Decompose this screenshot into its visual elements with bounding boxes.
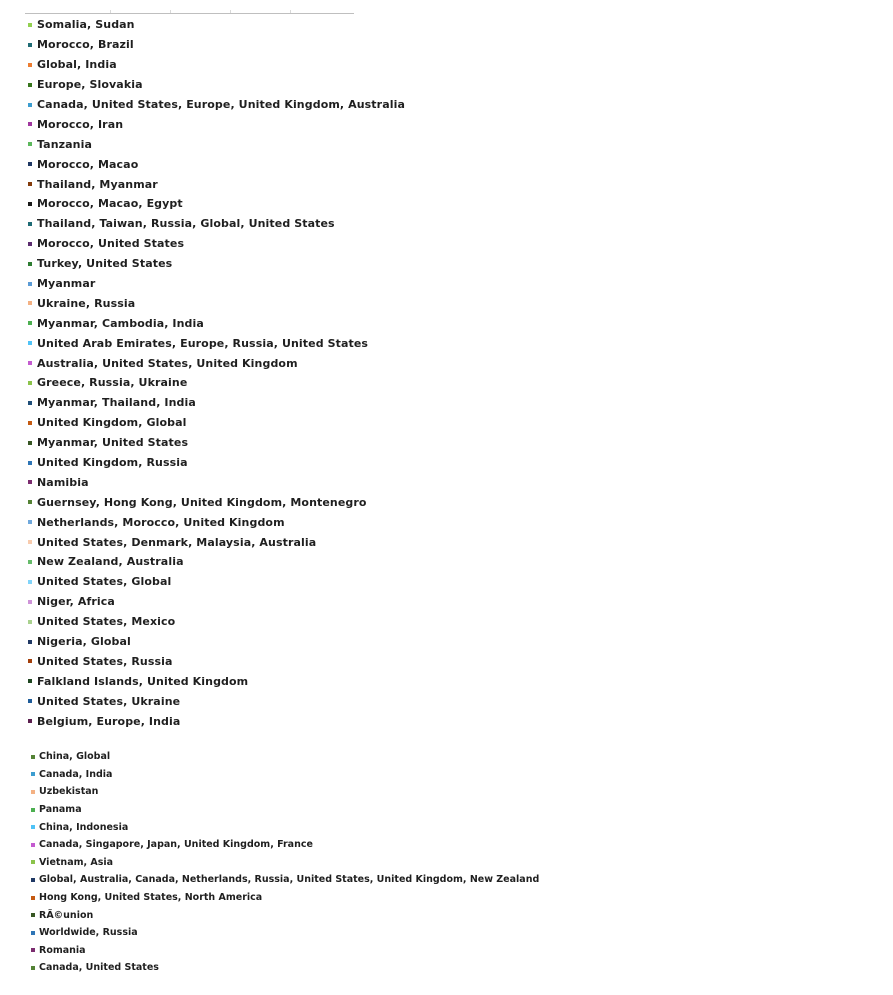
legend-label: Morocco, Iran [37,117,124,131]
legend-swatch [31,755,35,759]
legend-label: Morocco, Macao, Egypt [37,197,183,211]
legend-label: Belgium, Europe, India [37,714,181,728]
legend-item[interactable] [28,766,539,784]
legend-label: United States, Global [37,575,172,589]
legend-swatch [31,948,35,952]
legend-label: Myanmar, United States [37,436,189,450]
legend-swatch [31,790,35,794]
legend-swatch [28,441,32,445]
legend-item[interactable] [28,906,539,924]
legend-label: Panama [39,804,82,816]
legend-swatch [31,913,35,917]
legend-item[interactable] [28,612,405,632]
legend-label: RÃ©union [39,909,94,921]
legend-item[interactable] [28,748,539,766]
legend-item[interactable] [28,532,405,552]
legend-label: Ukraine, Russia [37,296,136,310]
legend-swatch [28,480,32,484]
legend-label: Thailand, Taiwan, Russia, Global, United States [37,217,335,231]
legend-item[interactable] [28,35,405,55]
legend-label: Niger, Africa [37,595,115,609]
legend-swatch [28,659,32,663]
legend-item[interactable] [28,154,405,174]
legend-item[interactable] [28,413,405,433]
legend-item[interactable] [28,472,405,492]
legend-item[interactable] [28,652,405,672]
x-axis-line [25,13,354,14]
legend-label: Netherlands, Morocco, United Kingdom [37,515,285,529]
axis-tick [110,10,111,13]
legend-label: Hong Kong, United States, North America [39,892,263,904]
legend-item[interactable] [28,889,539,907]
legend-swatch [28,500,32,504]
legend-item[interactable] [28,55,405,75]
legend-swatch [28,381,32,385]
legend-swatch [31,825,35,829]
legend-swatch [28,719,32,723]
legend-swatch [31,931,35,935]
legend-item[interactable] [28,453,405,473]
legend-label: United States, Ukraine [37,694,181,708]
legend-label: Somalia, Sudan [37,18,135,32]
legend-swatch [28,142,32,146]
legend-label: New Zealand, Australia [37,555,184,569]
legend-item[interactable] [28,592,405,612]
legend-item[interactable] [28,691,405,711]
legend-swatch [28,361,32,365]
legend-swatch [28,282,32,286]
legend-label: Australia, United States, United Kingdom [37,356,298,370]
legend-item[interactable] [28,959,539,977]
legend-label: United Kingdom, Russia [37,456,188,470]
legend-swatch [31,878,35,882]
legend-item[interactable] [28,254,405,274]
legend-item[interactable] [28,234,405,254]
legend-label: Romania [39,944,86,956]
legend-label: Turkey, United States [37,257,173,271]
legend-label: Morocco, Macao [37,157,139,171]
legend-swatch [31,966,35,970]
legend-item[interactable] [28,15,405,35]
legend-swatch [28,520,32,524]
chart-legend-upper [28,15,405,731]
legend-label: Worldwide, Russia [39,927,138,939]
legend-label: Canada, Singapore, Japan, United Kingdom, France [39,839,313,851]
legend-item[interactable] [28,871,539,889]
legend-label: Europe, Slovakia [37,78,143,92]
legend-item[interactable] [28,214,405,234]
legend-label: Thailand, Myanmar [37,177,158,191]
legend-item[interactable] [28,512,405,532]
legend-swatch [31,860,35,864]
legend-item[interactable] [28,942,539,960]
legend-label: Morocco, United States [37,237,185,251]
legend-swatch [28,242,32,246]
legend-label: United States, Mexico [37,615,176,629]
legend-swatch [28,162,32,166]
legend-swatch [28,401,32,405]
legend-label: Guernsey, Hong Kong, United Kingdom, Montenegro [37,495,367,509]
legend-label: Myanmar, Cambodia, India [37,316,204,330]
legend-swatch [28,262,32,266]
legend-swatch [28,23,32,27]
legend-swatch [28,421,32,425]
legend-label: Vietnam, Asia [39,856,114,868]
legend-swatch [28,63,32,67]
axis-tick [290,10,291,13]
legend-item[interactable] [28,393,405,413]
legend-label: United Arab Emirates, Europe, Russia, United States [37,336,369,350]
legend-label: Global, India [37,58,117,72]
legend-item[interactable] [28,783,539,801]
legend-label: Morocco, Brazil [37,38,134,52]
legend-item[interactable] [28,711,405,731]
legend-item[interactable] [28,114,405,134]
legend-swatch [31,896,35,900]
legend-swatch [28,122,32,126]
legend-swatch [28,461,32,465]
legend-item[interactable] [28,274,405,294]
legend-swatch [28,540,32,544]
legend-swatch [28,580,32,584]
legend-swatch [28,301,32,305]
legend-label: Uzbekistan [39,786,99,798]
legend-swatch [28,679,32,683]
legend-item[interactable] [28,801,539,819]
legend-swatch [31,843,35,847]
axis-tick [230,10,231,13]
legend-label: United States, Denmark, Malaysia, Australia [37,535,317,549]
legend-label: Nigeria, Global [37,635,131,649]
axis-tick [170,10,171,13]
legend-label: Canada, United States [39,962,159,974]
legend-item[interactable] [28,373,405,393]
chart-legend-lower [28,748,539,977]
legend-item[interactable] [28,333,405,353]
legend-item[interactable] [28,854,539,872]
legend-label: China, Indonesia [39,821,129,833]
legend-label: Canada, India [39,768,113,780]
legend-label: China, Global [39,751,111,763]
legend-swatch [28,640,32,644]
legend-item[interactable] [28,433,405,453]
legend-label: Namibia [37,475,89,489]
legend-swatch [28,321,32,325]
legend-item[interactable] [28,75,405,95]
legend-item[interactable] [28,353,405,373]
legend-swatch [28,341,32,345]
legend-swatch [28,202,32,206]
legend-swatch [28,560,32,564]
legend-label: Global, Australia, Canada, Netherlands, Russia, United States, United Kingdom, New Zealand [39,874,540,886]
legend-label: Tanzania [37,137,92,151]
legend-item[interactable] [28,194,405,214]
legend-item[interactable] [28,293,405,313]
legend-label: United States, Russia [37,654,173,668]
legend-label: Canada, United States, Europe, United Kingdom, Australia [37,98,405,111]
legend-swatch [28,699,32,703]
legend-swatch [28,182,32,186]
legend-swatch [28,222,32,226]
legend-swatch [28,103,32,107]
legend-item[interactable] [28,552,405,572]
legend-item[interactable] [28,632,405,652]
legend-item[interactable] [28,836,539,854]
legend-label: Greece, Russia, Ukraine [37,376,188,390]
legend-item[interactable] [28,174,405,194]
legend-label: United Kingdom, Global [37,416,187,430]
legend-item[interactable] [28,492,405,512]
legend-swatch [31,772,35,776]
legend-item[interactable] [28,95,405,115]
legend-swatch [28,43,32,47]
legend-item[interactable] [28,313,405,333]
legend-label: Myanmar, Thailand, India [37,396,196,410]
legend-item[interactable] [28,818,539,836]
legend-swatch [28,83,32,87]
legend-item[interactable] [28,671,405,691]
legend-swatch [28,600,32,604]
legend-swatch [31,808,35,812]
legend-label: Falkland Islands, United Kingdom [37,674,249,688]
legend-item[interactable] [28,572,405,592]
legend-item[interactable] [28,134,405,154]
legend-item[interactable] [28,924,539,942]
legend-label: Myanmar [37,277,96,291]
legend-swatch [28,620,32,624]
